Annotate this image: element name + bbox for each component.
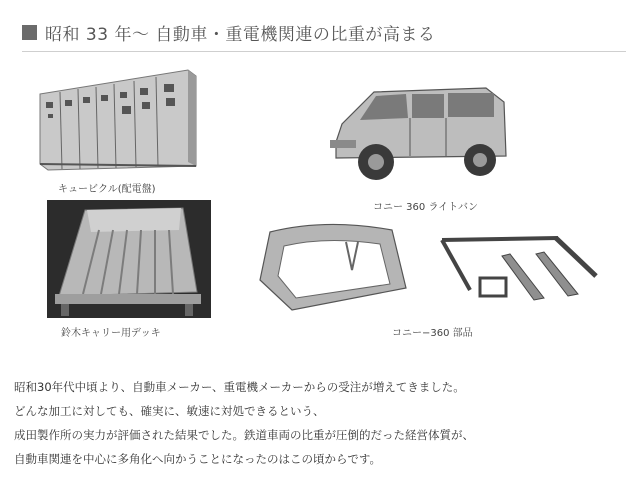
body-line: どんな加工に対しても、確実に、敏速に対処できるという、 (14, 404, 325, 418)
parts-photo (436, 234, 602, 308)
truck-deck-photo (47, 200, 211, 318)
page-title: 昭和 33 年〜 自動車・重電機関連の比重が高まる (45, 24, 436, 45)
section-header (22, 18, 435, 46)
header-divider (22, 51, 626, 52)
truck-deck-caption: 鈴木キャリー用デッキ (61, 328, 161, 339)
parts-caption: コニー−360 部品 (392, 328, 473, 339)
body-line: 自動車関連を中心に多角化へ向かうことになったのはこの頃からです。 (14, 452, 381, 466)
van-caption: コニー 360 ライトバン (373, 202, 478, 213)
header-square-icon (22, 25, 37, 40)
cubicle-caption: キュービクル(配電盤) (58, 184, 156, 195)
body-line: 成田製作所の実力が評価された結果でした。鉄道車両の比重が圧倒的だった経営体質が、 (14, 428, 474, 442)
van-photo (326, 84, 510, 186)
body-paragraph (14, 375, 626, 471)
cubicle-photo (38, 66, 198, 176)
body-line: 昭和30年代中頃より、自動車メーカー、重電機メーカーからの受注が増えてきました。 (14, 380, 465, 394)
cab-frame-photo (256, 218, 408, 312)
